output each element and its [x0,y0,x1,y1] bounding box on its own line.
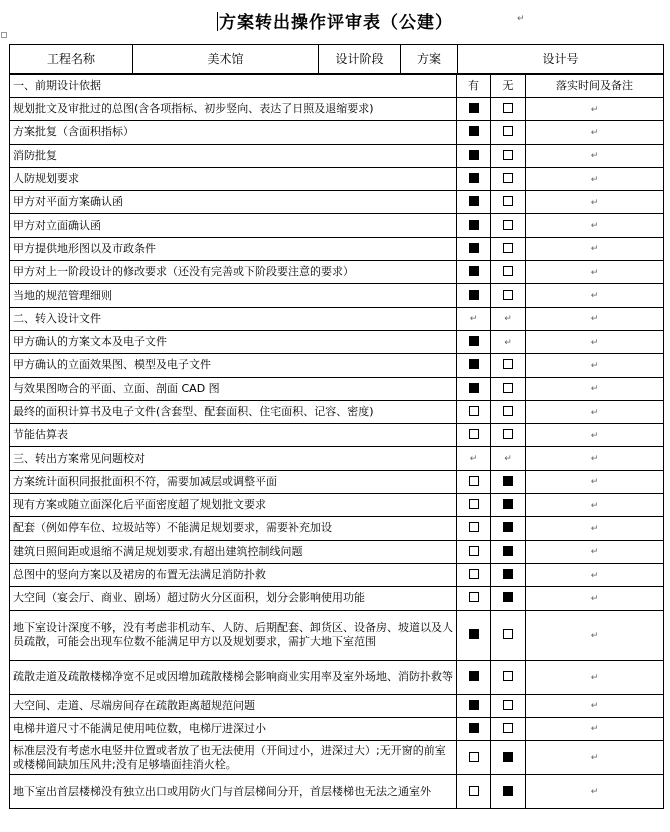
cell-have [457,494,491,517]
checklist-row [10,121,664,144]
cell-none [491,144,526,167]
paragraph-mark-icon: ↵ [590,221,599,232]
cell-none [491,694,526,717]
checked-box-icon[interactable] [469,103,479,113]
checked-box-icon[interactable] [469,243,479,253]
checklist-item-text: 人防规划要求 [10,167,457,190]
checked-box-icon[interactable] [503,522,513,532]
empty-checkbox-icon[interactable] [503,406,513,416]
checklist-row [10,424,664,447]
empty-checkbox-icon[interactable] [469,569,479,579]
checked-box-icon[interactable] [503,569,513,579]
empty-checkbox-icon[interactable] [503,429,513,439]
cell-have [457,400,491,423]
checklist-body [10,75,664,809]
cell-note [526,98,664,121]
document-title-text: 方案转出操作评审表（公建） [219,13,453,33]
checklist-row [10,741,664,775]
cell-none [491,563,526,586]
checklist-item-text: 消防批复 [10,144,457,167]
project-name-label: 工程名称 [10,45,133,74]
checked-box-icon[interactable] [469,126,479,136]
paragraph-mark-icon: ↵ [590,477,599,488]
cell-note [526,237,664,260]
checklist-item-text: 疏散走道及疏散楼梯净宽不足或因增加疏散楼梯会影响商业实用率及室外场地、消防扑救等 [10,660,457,694]
checked-box-icon[interactable] [469,723,479,733]
text-cursor [217,12,218,31]
paragraph-mark-icon: ↵ [469,314,478,325]
paragraph-mark-icon: ↵ [590,547,599,558]
checked-box-icon[interactable] [469,629,479,639]
cell-note [526,330,664,353]
checklist-item-text: 甲方对平面方案确认函 [10,191,457,214]
cell-have [457,470,491,493]
paragraph-mark-icon: ↵ [590,430,599,441]
checklist-row [10,587,664,610]
cell-none [491,741,526,775]
project-info-table [9,44,664,74]
checked-box-icon[interactable] [503,592,513,602]
checked-box-icon[interactable] [469,336,479,346]
cell-have [457,307,491,330]
cell-none [491,587,526,610]
empty-checkbox-icon[interactable] [469,406,479,416]
paragraph-mark-icon: ↵ [469,454,478,465]
cell-have [457,447,491,470]
checklist-item-text: 标准层没有考虑水电竖井位置或者放了也无法使用（开间过小，进深过大）;无开窗的前室或楼梯间缺加压风井;没有足够墙面挂消火栓。 [10,741,457,775]
checklist-item-text: 建筑日照间距或退缩不满足规划要求,有超出建筑控制线问题 [10,540,457,563]
empty-checkbox-icon[interactable] [503,359,513,369]
section-title: 二、转入设计文件 [10,307,457,330]
checklist-item-text: 甲方对立面确认函 [10,214,457,237]
cell-have [457,377,491,400]
cell-none [491,470,526,493]
checklist-item-text: 甲方确认的方案文本及电子文件 [10,330,457,353]
paragraph-mark-icon: ↵ [590,454,599,465]
checklist-item-text: 地下室设计深度不够，没有考虑非机动车、人防、后期配套、卸货区、设备房、坡道以及人员疏散，可能会出现车位数不能满足甲方以及规划要求，需扩大地下室范围 [10,610,457,660]
checked-box-icon[interactable] [469,700,479,710]
paragraph-mark-icon: ↵ [590,197,599,208]
empty-checkbox-icon[interactable] [503,700,513,710]
cell-have [457,717,491,740]
checklist-item-text: 甲方确认的立面效果图、模型及电子文件 [10,354,457,377]
cell-have [457,610,491,660]
checked-box-icon[interactable] [469,150,479,160]
cell-note [526,307,664,330]
design-phase-value: 方案 [401,45,458,74]
cell-none [491,775,526,809]
checklist-item-text: 当地的规范管理细则 [10,284,457,307]
cell-have [457,354,491,377]
checked-box-icon[interactable] [469,383,479,393]
column-have-header: 有 [457,75,491,98]
checked-box-icon[interactable] [503,752,513,762]
checklist-row [10,610,664,660]
cell-none [491,447,526,470]
cell-none [491,307,526,330]
paragraph-mark-icon: ↵ [590,570,599,581]
empty-checkbox-icon[interactable] [503,723,513,733]
cell-have [457,121,491,144]
paragraph-mark-icon: ↵ [590,753,599,764]
checklist-row [10,354,664,377]
empty-checkbox-icon[interactable] [503,290,513,300]
document-title [0,8,670,33]
cell-have [457,424,491,447]
design-phase-label: 设计阶段 [319,45,401,74]
cell-note [526,660,664,694]
checklist-item-text: 电梯井道尺寸不能满足使用吨位数，电梯厅进深过小 [10,717,457,740]
checklist-item-text: 总图中的竖向方案以及裙房的布置无法满足消防扑救 [10,563,457,586]
empty-checkbox-icon[interactable] [503,383,513,393]
checklist-row [10,717,664,740]
checked-box-icon[interactable] [503,786,513,796]
checked-box-icon[interactable] [469,290,479,300]
cell-note [526,214,664,237]
cell-none [491,214,526,237]
paragraph-mark-icon: ↵ [590,672,599,683]
paragraph-mark-icon: ↵ [504,454,512,465]
paragraph-mark-icon: ↵ [517,14,525,24]
checklist-item-text: 地下室出首层楼梯没有独立出口或用防火门与首层梯间分开，首层楼梯也无法之通室外 [10,775,457,809]
empty-checkbox-icon[interactable] [469,476,479,486]
cell-have [457,517,491,540]
cell-note [526,424,664,447]
cell-none [491,540,526,563]
paragraph-mark-icon: ↵ [590,314,599,325]
checklist-row [10,540,664,563]
cell-have [457,741,491,775]
cell-have [457,261,491,284]
paragraph-mark-icon: ↵ [590,104,599,115]
empty-checkbox-icon[interactable] [503,243,513,253]
cell-note [526,284,664,307]
checklist-row [10,377,664,400]
cell-note [526,167,664,190]
cell-none [491,660,526,694]
checklist-item-text: 与效果图吻合的平面、立面、剖面 CAD 图 [10,377,457,400]
cell-have [457,587,491,610]
cell-have [457,167,491,190]
checklist-row [10,694,664,717]
cell-none [491,284,526,307]
cell-note [526,447,664,470]
paragraph-mark-icon: ↵ [590,724,599,735]
checklist-row [10,563,664,586]
cell-have [457,214,491,237]
cell-note [526,121,664,144]
paragraph-mark-icon: ↵ [504,337,512,348]
paragraph-mark-icon: ↵ [590,291,599,302]
cell-note [526,470,664,493]
cell-note [526,694,664,717]
cell-have [457,775,491,809]
checklist-row [10,330,664,353]
checked-box-icon[interactable] [469,671,479,681]
cell-note [526,400,664,423]
paragraph-mark-icon: ↵ [590,593,599,604]
cell-none [491,330,526,353]
paragraph-mark-icon: ↵ [590,151,599,162]
project-info-row [10,45,664,74]
checklist-item-text: 配套（例如停车位、垃圾站等）不能满足规划要求，需要补充加设 [10,517,457,540]
checklist-row [10,400,664,423]
cell-have [457,98,491,121]
checklist-row [10,494,664,517]
paragraph-mark-icon: ↵ [590,127,599,138]
section-title: 三、转出方案常见问题校对 [10,447,457,470]
checklist-row [10,660,664,694]
cell-note [526,563,664,586]
paragraph-mark-icon: ↵ [590,337,599,348]
checked-box-icon[interactable] [503,499,513,509]
cell-note [526,775,664,809]
empty-checkbox-icon[interactable] [503,103,513,113]
cell-have [457,330,491,353]
cell-have [457,660,491,694]
empty-checkbox-icon[interactable] [469,522,479,532]
cell-note [526,354,664,377]
checklist-item-text: 大空间（宴会厅、商业、剧场）超过防火分区面积，划分会影响使用功能 [10,587,457,610]
checklist-item-text: 甲方对上一阶段设计的修改要求（还没有完善或下阶段要注意的要求） [10,261,457,284]
cell-note [526,741,664,775]
checked-box-icon[interactable] [469,266,479,276]
checklist-row [10,144,664,167]
checked-box-icon[interactable] [503,476,513,486]
design-number-label: 设计号 [458,45,664,74]
checklist-row [10,214,664,237]
empty-checkbox-icon[interactable] [503,671,513,681]
checklist-item-text: 大空间、走道、尽端房间存在疏散距离超规范问题 [10,694,457,717]
checklist-row [10,517,664,540]
section-header-row [10,75,664,98]
cell-none [491,121,526,144]
empty-checkbox-icon[interactable] [503,126,513,136]
cell-have [457,284,491,307]
empty-checkbox-icon[interactable] [503,196,513,206]
checklist-item-text: 节能估算表 [10,424,457,447]
empty-checkbox-icon[interactable] [503,266,513,276]
cell-note [526,494,664,517]
cell-note [526,377,664,400]
checklist-item-text: 方案统计面积同报批面积不符，需要加减层或调整平面 [10,470,457,493]
checklist-row [10,167,664,190]
cell-none [491,424,526,447]
empty-checkbox-icon[interactable] [469,786,479,796]
column-note-header: 落实时间及备注 [526,75,664,98]
checklist-item-text: 现有方案或随立面深化后平面密度超了规划批文要求 [10,494,457,517]
cell-note [526,587,664,610]
cell-none [491,494,526,517]
column-none-header: 无 [491,75,526,98]
empty-checkbox-icon[interactable] [469,752,479,762]
paragraph-mark-icon: ↵ [590,267,599,278]
paragraph-mark-icon: ↵ [590,787,599,798]
checklist-item-text: 最终的面积计算书及电子文件(含套型、配套面积、住宅面积、记容、密度) [10,400,457,423]
checklist-item-text: 甲方提供地形图以及市政条件 [10,237,457,260]
paragraph-mark-icon: ↵ [590,701,599,712]
paragraph-mark-icon: ↵ [590,407,599,418]
cell-none [491,167,526,190]
checklist-row [10,775,664,809]
cell-note [526,191,664,214]
cell-have [457,237,491,260]
cell-have [457,191,491,214]
cell-none [491,400,526,423]
cell-none [491,261,526,284]
paragraph-mark-icon: ↵ [590,174,599,185]
section-row [10,447,664,470]
section-row [10,307,664,330]
cell-note [526,517,664,540]
cell-none [491,191,526,214]
checklist-item-text: 规划批文及审批过的总图(含各项指标、初步竖向、表达了日照及退缩要求) [10,98,457,121]
checklist-row [10,191,664,214]
cell-have [457,144,491,167]
empty-checkbox-icon[interactable] [469,429,479,439]
cell-note [526,610,664,660]
cell-note [526,261,664,284]
cell-none [491,377,526,400]
empty-checkbox-icon[interactable] [503,173,513,183]
cell-none [491,237,526,260]
empty-checkbox-icon[interactable] [469,499,479,509]
cell-note [526,540,664,563]
paragraph-mark-icon: ↵ [590,500,599,511]
section-title: 一、前期设计依据 [10,75,457,98]
cell-none [491,717,526,740]
checklist-row [10,284,664,307]
checked-box-icon[interactable] [469,173,479,183]
paragraph-mark-icon: ↵ [504,314,512,325]
paragraph-mark-icon: ↵ [590,360,599,371]
empty-checkbox-icon[interactable] [503,629,513,639]
paragraph-mark-icon: ↵ [590,523,599,534]
cell-none [491,354,526,377]
cell-none [491,98,526,121]
empty-checkbox-icon[interactable] [469,592,479,602]
checked-box-icon[interactable] [469,196,479,206]
checked-box-icon[interactable] [503,546,513,556]
cell-have [457,540,491,563]
checklist-row [10,261,664,284]
cell-have [457,694,491,717]
cell-note [526,717,664,740]
paragraph-mark-icon: ↵ [590,630,599,641]
cell-have [457,563,491,586]
project-name-value: 美术馆 [133,45,319,74]
checklist-row [10,470,664,493]
checklist-row [10,98,664,121]
cell-note [526,144,664,167]
checked-box-icon[interactable] [469,220,479,230]
empty-checkbox-icon[interactable] [469,546,479,556]
paragraph-mark-icon: ↵ [590,384,599,395]
checklist-item-text: 方案批复（含面积指标） [10,121,457,144]
empty-checkbox-icon[interactable] [503,150,513,160]
review-checklist-table [9,74,664,809]
empty-checkbox-icon[interactable] [503,220,513,230]
paragraph-mark-icon: ↵ [590,244,599,255]
cell-none [491,517,526,540]
checklist-row [10,237,664,260]
cell-none [491,610,526,660]
checked-box-icon[interactable] [469,359,479,369]
